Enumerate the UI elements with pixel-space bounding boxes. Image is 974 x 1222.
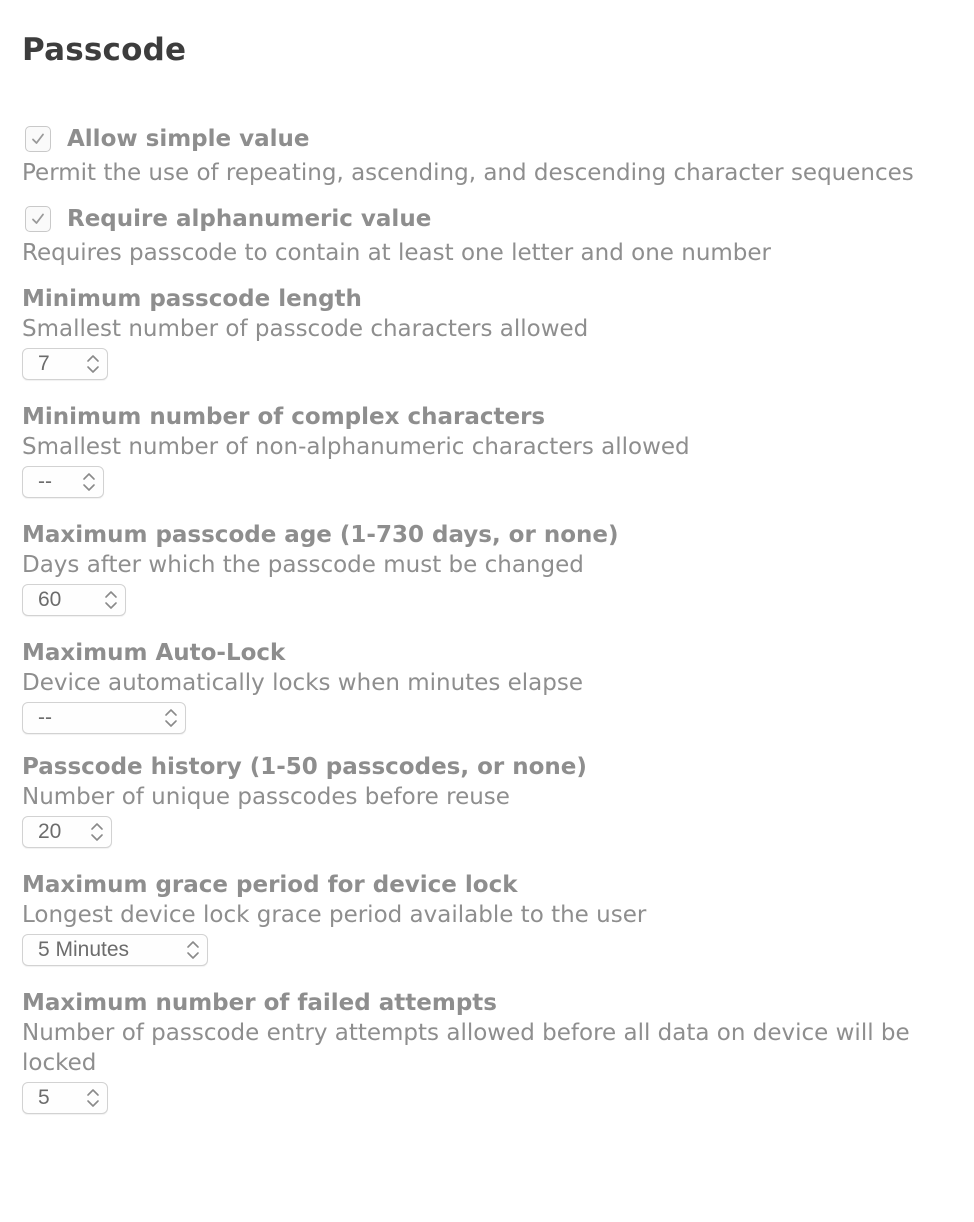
- require-alphanumeric-option: [22, 202, 974, 268]
- min-length-title: Minimum passcode length: [22, 286, 362, 312]
- failed-attempts-value: 5: [38, 1086, 50, 1109]
- min-complex-description: Smallest number of non-alphanumeric characters allowed: [22, 434, 690, 460]
- up-down-chevron-icon: [85, 1087, 101, 1109]
- min-complex-value: --: [38, 470, 52, 493]
- min-complex-select[interactable]: [22, 466, 104, 498]
- history-description: Number of unique passcodes before reuse: [22, 784, 510, 810]
- allow-simple-option: [22, 122, 974, 188]
- max-age-field: [22, 520, 974, 616]
- max-age-select[interactable]: [22, 584, 126, 616]
- auto-lock-title: Maximum Auto-Lock: [22, 640, 286, 666]
- min-length-description: Smallest number of passcode characters allowed: [22, 316, 589, 342]
- checkmark-icon: [30, 211, 46, 227]
- up-down-chevron-icon: [81, 471, 97, 493]
- require-alphanumeric-label: Require alphanumeric value: [67, 206, 432, 232]
- auto-lock-value: --: [38, 706, 52, 729]
- min-length-select[interactable]: [22, 348, 108, 380]
- up-down-chevron-icon: [103, 589, 119, 611]
- grace-period-title: Maximum grace period for device lock: [22, 872, 518, 898]
- min-complex-title: Minimum number of complex characters: [22, 404, 546, 430]
- auto-lock-description: Device automatically locks when minutes elapse: [22, 670, 584, 696]
- max-age-description: Days after which the passcode must be changed: [22, 552, 584, 578]
- auto-lock-field: [22, 638, 974, 734]
- grace-period-value: 5 Minutes: [38, 938, 130, 961]
- page-title: Passcode: [22, 32, 187, 68]
- history-value: 20: [38, 820, 62, 843]
- failed-attempts-description-line2: locked: [22, 1050, 97, 1076]
- auto-lock-select[interactable]: [22, 702, 186, 734]
- allow-simple-description: Permit the use of repeating, ascending, and descending character sequences: [22, 160, 914, 186]
- require-alphanumeric-description: Requires passcode to contain at least one letter and one number: [22, 240, 772, 266]
- allow-simple-label: Allow simple value: [67, 126, 310, 152]
- max-age-value: 60: [38, 588, 62, 611]
- failed-attempts-description-line1: Number of passcode entry attempts allowed before all data on device will be: [22, 1020, 910, 1046]
- allow-simple-checkbox[interactable]: [25, 126, 51, 152]
- require-alphanumeric-checkbox[interactable]: [25, 206, 51, 232]
- history-title: Passcode history (1-50 passcodes, or none): [22, 754, 587, 780]
- up-down-chevron-icon: [163, 707, 179, 729]
- max-age-title: Maximum passcode age (1-730 days, or none): [22, 522, 619, 548]
- min-length-field: [22, 284, 974, 380]
- failed-attempts-select[interactable]: [22, 1082, 108, 1114]
- failed-attempts-field: [22, 988, 974, 1114]
- up-down-chevron-icon: [89, 821, 105, 843]
- min-length-value: 7: [38, 352, 50, 375]
- failed-attempts-title: Maximum number of failed attempts: [22, 990, 497, 1016]
- checkmark-icon: [30, 131, 46, 147]
- up-down-chevron-icon: [185, 939, 201, 961]
- up-down-chevron-icon: [85, 353, 101, 375]
- require-alphanumeric-row: [22, 202, 974, 236]
- min-complex-field: [22, 402, 974, 498]
- history-field: [22, 752, 974, 848]
- grace-period-description: Longest device lock grace period available to the user: [22, 902, 647, 928]
- allow-simple-row: [22, 122, 974, 156]
- history-select[interactable]: [22, 816, 112, 848]
- grace-period-select[interactable]: [22, 934, 208, 966]
- grace-period-field: [22, 870, 974, 966]
